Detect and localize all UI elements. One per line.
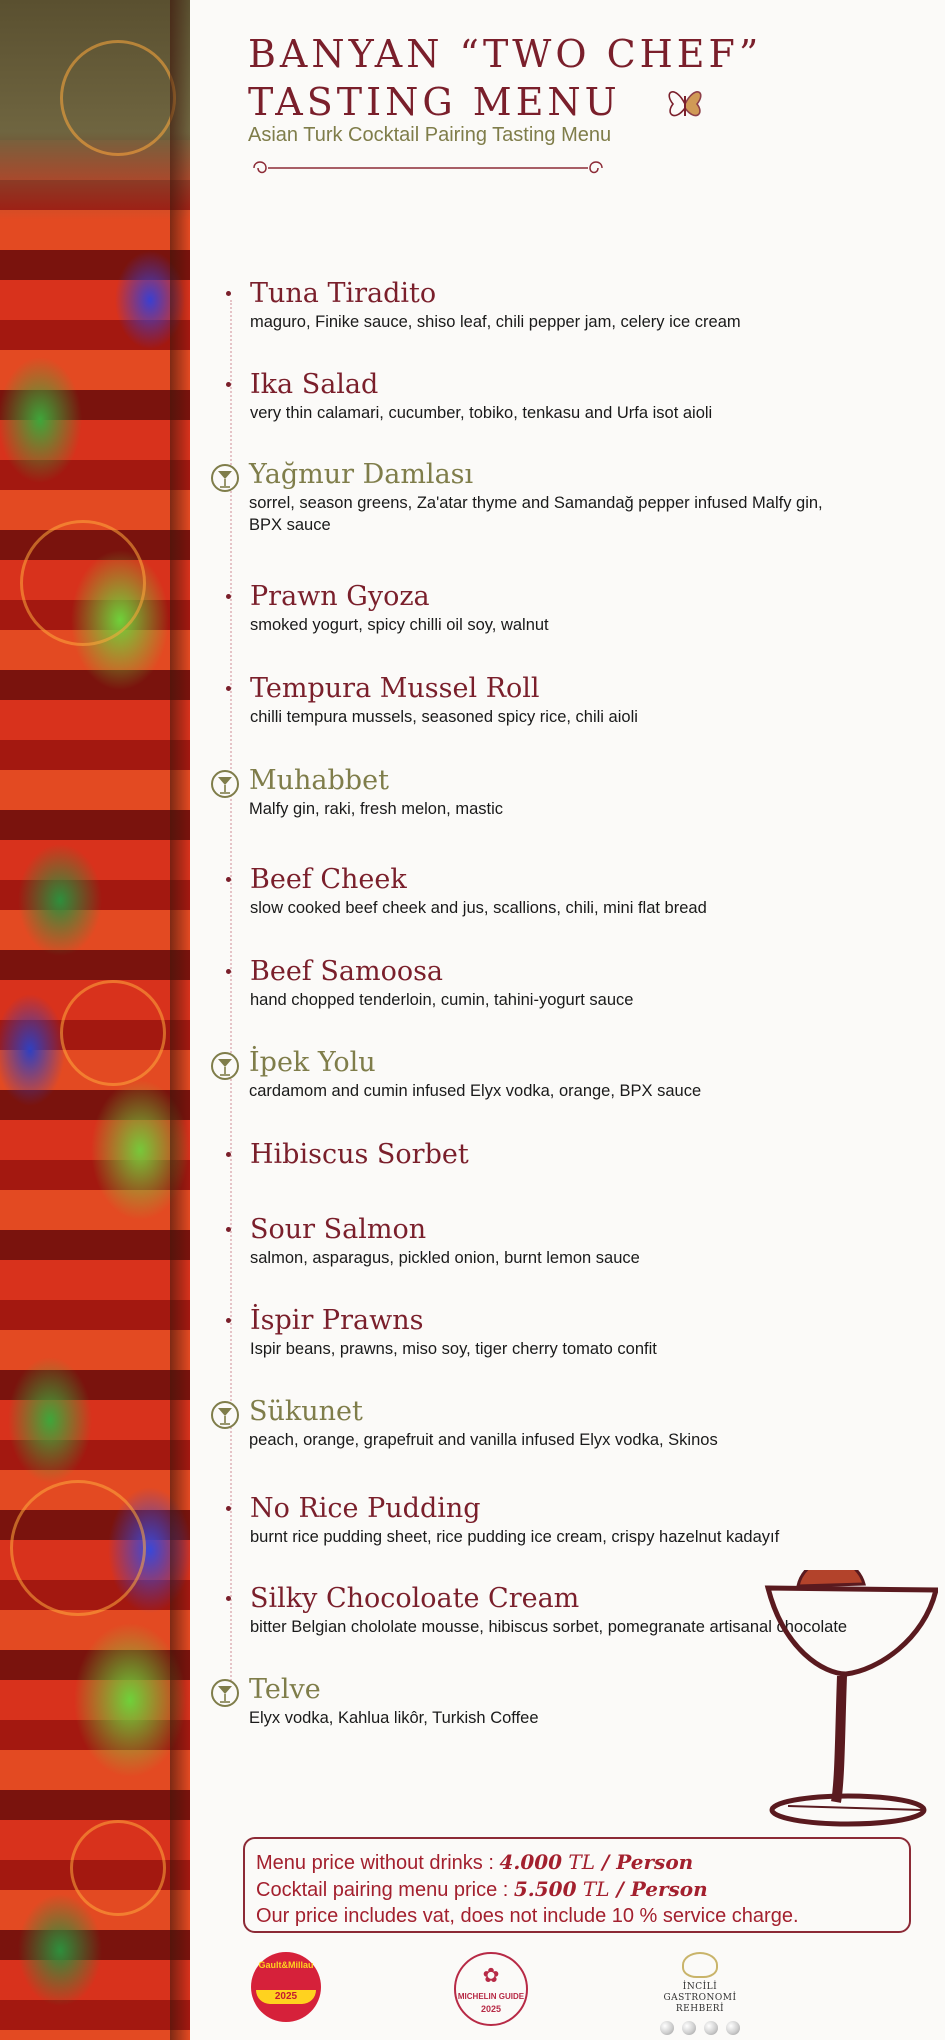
menu-item-description: burnt rice pudding sheet, rice pudding ice cream, crispy hazelnut kadayıf	[250, 1528, 780, 1546]
menu-item-name: Sükunet	[249, 1396, 363, 1427]
menu-guide-line	[230, 300, 232, 1700]
bullet-icon	[226, 1596, 231, 1601]
menu-item-name: Telve	[249, 1674, 321, 1705]
bullet-icon	[226, 1152, 231, 1157]
menu-item-description: peach, orange, grapefruit and vanilla infused Elyx vodka, Skinos	[249, 1431, 718, 1449]
menu-item-description: bitter Belgian chololate mousse, hibiscus sorbet, pomegranate artisanal chocolate	[250, 1618, 848, 1636]
cocktail-item	[249, 1046, 849, 1102]
dish-item	[250, 672, 850, 728]
menu-item-name: Prawn Gyoza	[250, 581, 430, 612]
menu-item-name: Tuna Tiradito	[250, 278, 437, 309]
cocktail-glass-icon	[211, 1401, 239, 1429]
menu-item-description: Malfy gin, raki, fresh melon, mastic	[249, 800, 503, 818]
menu-item-description: sorrel, season greens, Za'atar thyme and Samandağ pepper infused Malfy gin, BPX sauce	[249, 494, 823, 534]
pearl-icon	[704, 2021, 718, 2035]
menu-item-description: slow cooked beef cheek and jus, scallions, chili, mini flat bread	[250, 899, 707, 917]
martini-glass-illustration	[728, 1570, 938, 1830]
dish-item	[250, 580, 850, 636]
bullet-icon	[226, 594, 231, 599]
cocktail-item	[249, 458, 849, 536]
menu-subtitle: Asian Turk Cocktail Pairing Tasting Menu	[248, 124, 612, 146]
menu-item-description: very thin calamari, cucumber, tobiko, tenkasu and Urfa isot aioli	[250, 404, 713, 422]
incili-gastronomi-badge: İNCİLİ GASTRONOMİ REHBERİ	[645, 1952, 755, 2032]
cocktail-glass-icon	[211, 464, 239, 492]
cocktail-glass-icon	[211, 1679, 239, 1707]
pearl-icon	[660, 2021, 674, 2035]
pearl-shell-icon	[682, 1952, 718, 1978]
bullet-icon	[226, 1227, 231, 1232]
menu-item-description: Elyx vodka, Kahlua likôr, Turkish Coffee	[249, 1709, 539, 1727]
menu-item-description: chilli tempura mussels, seasoned spicy rice, chili aioli	[250, 708, 638, 726]
dish-item	[250, 955, 850, 1011]
decorative-art-strip	[0, 0, 190, 2040]
title-ornament	[248, 158, 608, 178]
dish-item	[250, 1138, 850, 1172]
menu-item-description: hand chopped tenderloin, cumin, tahini-yogurt sauce	[250, 991, 634, 1009]
pearl-rating	[645, 2021, 755, 2040]
pearl-icon	[726, 2021, 740, 2035]
title-line-2: TASTING MENU	[248, 80, 621, 124]
pearl-icon	[682, 2021, 696, 2035]
cocktail-glass-icon	[211, 770, 239, 798]
price-without-drinks: Menu price without drinks : 4.000 TL / Person	[256, 1850, 694, 1874]
bullet-icon	[226, 877, 231, 882]
dish-item	[250, 1492, 850, 1548]
michelin-guide-badge: ✿ MICHELIN GUIDE 2025	[454, 1952, 528, 2026]
menu-item-name: Sour Salmon	[250, 1214, 427, 1245]
cocktail-item	[249, 764, 849, 820]
dish-item	[250, 277, 850, 333]
bullet-icon	[226, 1506, 231, 1511]
menu-item-description: cardamom and cumin infused Elyx vodka, orange, BPX sauce	[249, 1082, 702, 1100]
menu-item-name: Beef Samoosa	[250, 956, 444, 987]
menu-item-name: Hibiscus Sorbet	[250, 1139, 469, 1170]
price-info-box	[243, 1837, 911, 1933]
menu-item-description: maguro, Finike sauce, shiso leaf, chili pepper jam, celery ice cream	[250, 313, 741, 331]
bullet-icon	[226, 291, 231, 296]
menu-item-description: smoked yogurt, spicy chilli oil soy, walnut	[250, 616, 549, 634]
dish-item	[250, 368, 850, 424]
dish-item	[250, 1304, 850, 1360]
menu-item-name: No Rice Pudding	[250, 1493, 481, 1524]
bullet-icon	[226, 969, 231, 974]
menu-item-name: İspir Prawns	[250, 1305, 424, 1336]
menu-item-name: Beef Cheek	[250, 864, 407, 895]
menu-item-name: İpek Yolu	[249, 1047, 376, 1078]
gault-millau-badge: Gault&Millau 2025	[251, 1952, 321, 2022]
dish-item	[250, 1213, 850, 1269]
cocktail-item	[249, 1395, 849, 1451]
bullet-icon	[226, 382, 231, 387]
butterfly-icon	[665, 80, 705, 128]
menu-item-name: Ika Salad	[250, 369, 379, 400]
menu-item-name: Tempura Mussel Roll	[250, 673, 540, 704]
cocktail-glass-icon	[211, 1052, 239, 1080]
menu-item-name: Silky Chocoloate Cream	[250, 1583, 580, 1614]
menu-item-name: Yağmur Damlası	[249, 459, 474, 490]
menu-item-description: Ispir beans, prawns, miso soy, tiger cherry tomato confit	[250, 1340, 657, 1358]
bullet-icon	[226, 1318, 231, 1323]
price-cocktail-pairing: Cocktail pairing menu price : 5.500 TL / Person	[256, 1877, 708, 1901]
bullet-icon	[226, 686, 231, 691]
price-vat-note: Our price includes vat, does not include 10 % service charge.	[256, 1905, 799, 1927]
menu-item-description: salmon, asparagus, pickled onion, burnt lemon sauce	[250, 1249, 640, 1267]
menu-item-name: Muhabbet	[249, 765, 389, 796]
dish-item	[250, 863, 850, 919]
michelin-flower-icon: ✿	[482, 1965, 500, 1987]
title-line-1: BANYAN “TWO CHEF”	[248, 32, 763, 76]
